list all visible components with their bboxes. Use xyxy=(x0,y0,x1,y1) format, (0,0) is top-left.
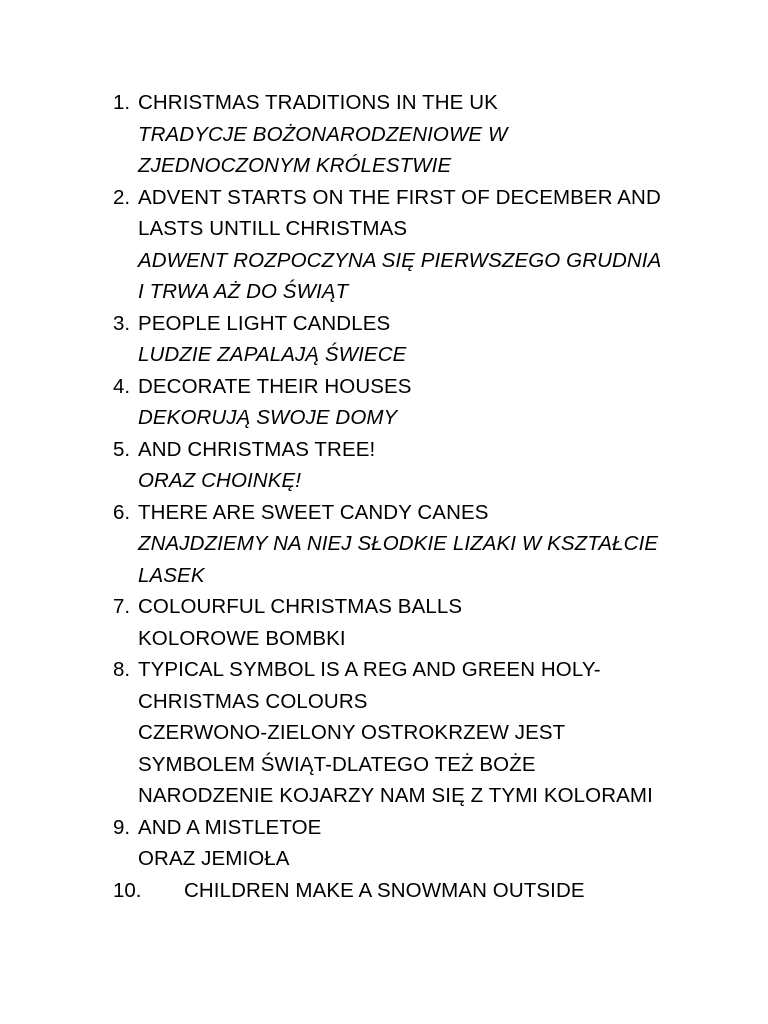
list-item xyxy=(113,371,713,434)
english-line: LASTS UNTILL CHRISTMAS xyxy=(138,217,408,240)
english-line: PEOPLE LIGHT CANDLES xyxy=(138,311,391,335)
polish-translation-line: ORAZ CHOINKĘ! xyxy=(138,469,302,492)
list-item xyxy=(113,497,713,592)
english-line: THERE ARE SWEET CANDY CANES xyxy=(138,500,489,524)
english-line: CHRISTMAS TRADITIONS IN THE UK xyxy=(138,91,498,114)
polish-translation-line: DEKORUJĄ SWOJE DOMY xyxy=(138,406,398,429)
polish-translation-line: LUDZIE ZAPALAJĄ ŚWIECE xyxy=(138,343,407,366)
list-item-number: 5. xyxy=(113,437,131,461)
english-line: ADVENT STARTS ON THE FIRST OF DECEMBER AND xyxy=(138,185,661,209)
list-item xyxy=(113,812,713,875)
polish-translation-line: KOLOROWE BOMBKI xyxy=(138,626,346,650)
list-item-number: 1. xyxy=(113,91,131,114)
polish-translation-line: NARODZENIE KOJARZY NAM SIĘ Z TYMI KOLORAMI xyxy=(138,784,653,807)
english-line: CHRISTMAS COLOURS xyxy=(138,689,368,713)
numbered-list xyxy=(113,87,713,906)
english-line: COLOURFUL CHRISTMAS BALLS xyxy=(138,595,463,618)
english-line: DECORATE THEIR HOUSES xyxy=(138,374,412,398)
polish-translation-line: ADWENT ROZPOCZYNA SIĘ PIERWSZEGO GRUDNIA xyxy=(138,248,662,272)
list-item-number: 3. xyxy=(113,311,131,335)
list-item-number: 8. xyxy=(113,658,131,681)
list-item xyxy=(113,308,713,371)
polish-translation-line: ORAZ JEMIOŁA xyxy=(138,847,290,870)
list-item xyxy=(113,875,713,907)
polish-translation-line: ZNAJDZIEMY NA NIEJ SŁODKIE LIZAKI W KSZTAŁCIE xyxy=(138,532,659,555)
english-line: TYPICAL SYMBOL IS A REG AND GREEN HOLY- xyxy=(138,658,601,681)
polish-translation-line: ZJEDNOCZONYM KRÓLESTWIE xyxy=(138,154,452,177)
english-line: AND CHRISTMAS TREE! xyxy=(138,437,376,461)
list-item xyxy=(113,654,713,812)
polish-translation-line: TRADYCJE BOŻONARODZENIOWE W xyxy=(138,122,508,146)
list-item xyxy=(113,591,713,654)
polish-translation-line: SYMBOLEM ŚWIĄT-DLATEGO TEŻ BOŻE xyxy=(138,752,536,776)
list-item-number: 4. xyxy=(113,374,131,398)
list-item xyxy=(113,182,713,308)
list-item xyxy=(113,434,713,497)
list-item-number: 9. xyxy=(113,815,131,839)
polish-translation-line: CZERWONO-ZIELONY OSTROKRZEW JEST xyxy=(138,721,566,744)
polish-translation-line: I TRWA AŻ DO ŚWIĄT xyxy=(138,280,349,303)
list-item-number: 7. xyxy=(113,595,131,618)
list-item-number: 2. xyxy=(113,185,131,209)
list-item xyxy=(113,87,713,182)
list-item-number: 10. xyxy=(113,878,142,902)
english-line: AND A MISTLETOE xyxy=(138,815,322,839)
polish-translation-line: LASEK xyxy=(138,563,205,587)
list-item-number: 6. xyxy=(113,500,131,524)
english-line: CHILDREN MAKE A SNOWMAN OUTSIDE xyxy=(184,878,585,902)
